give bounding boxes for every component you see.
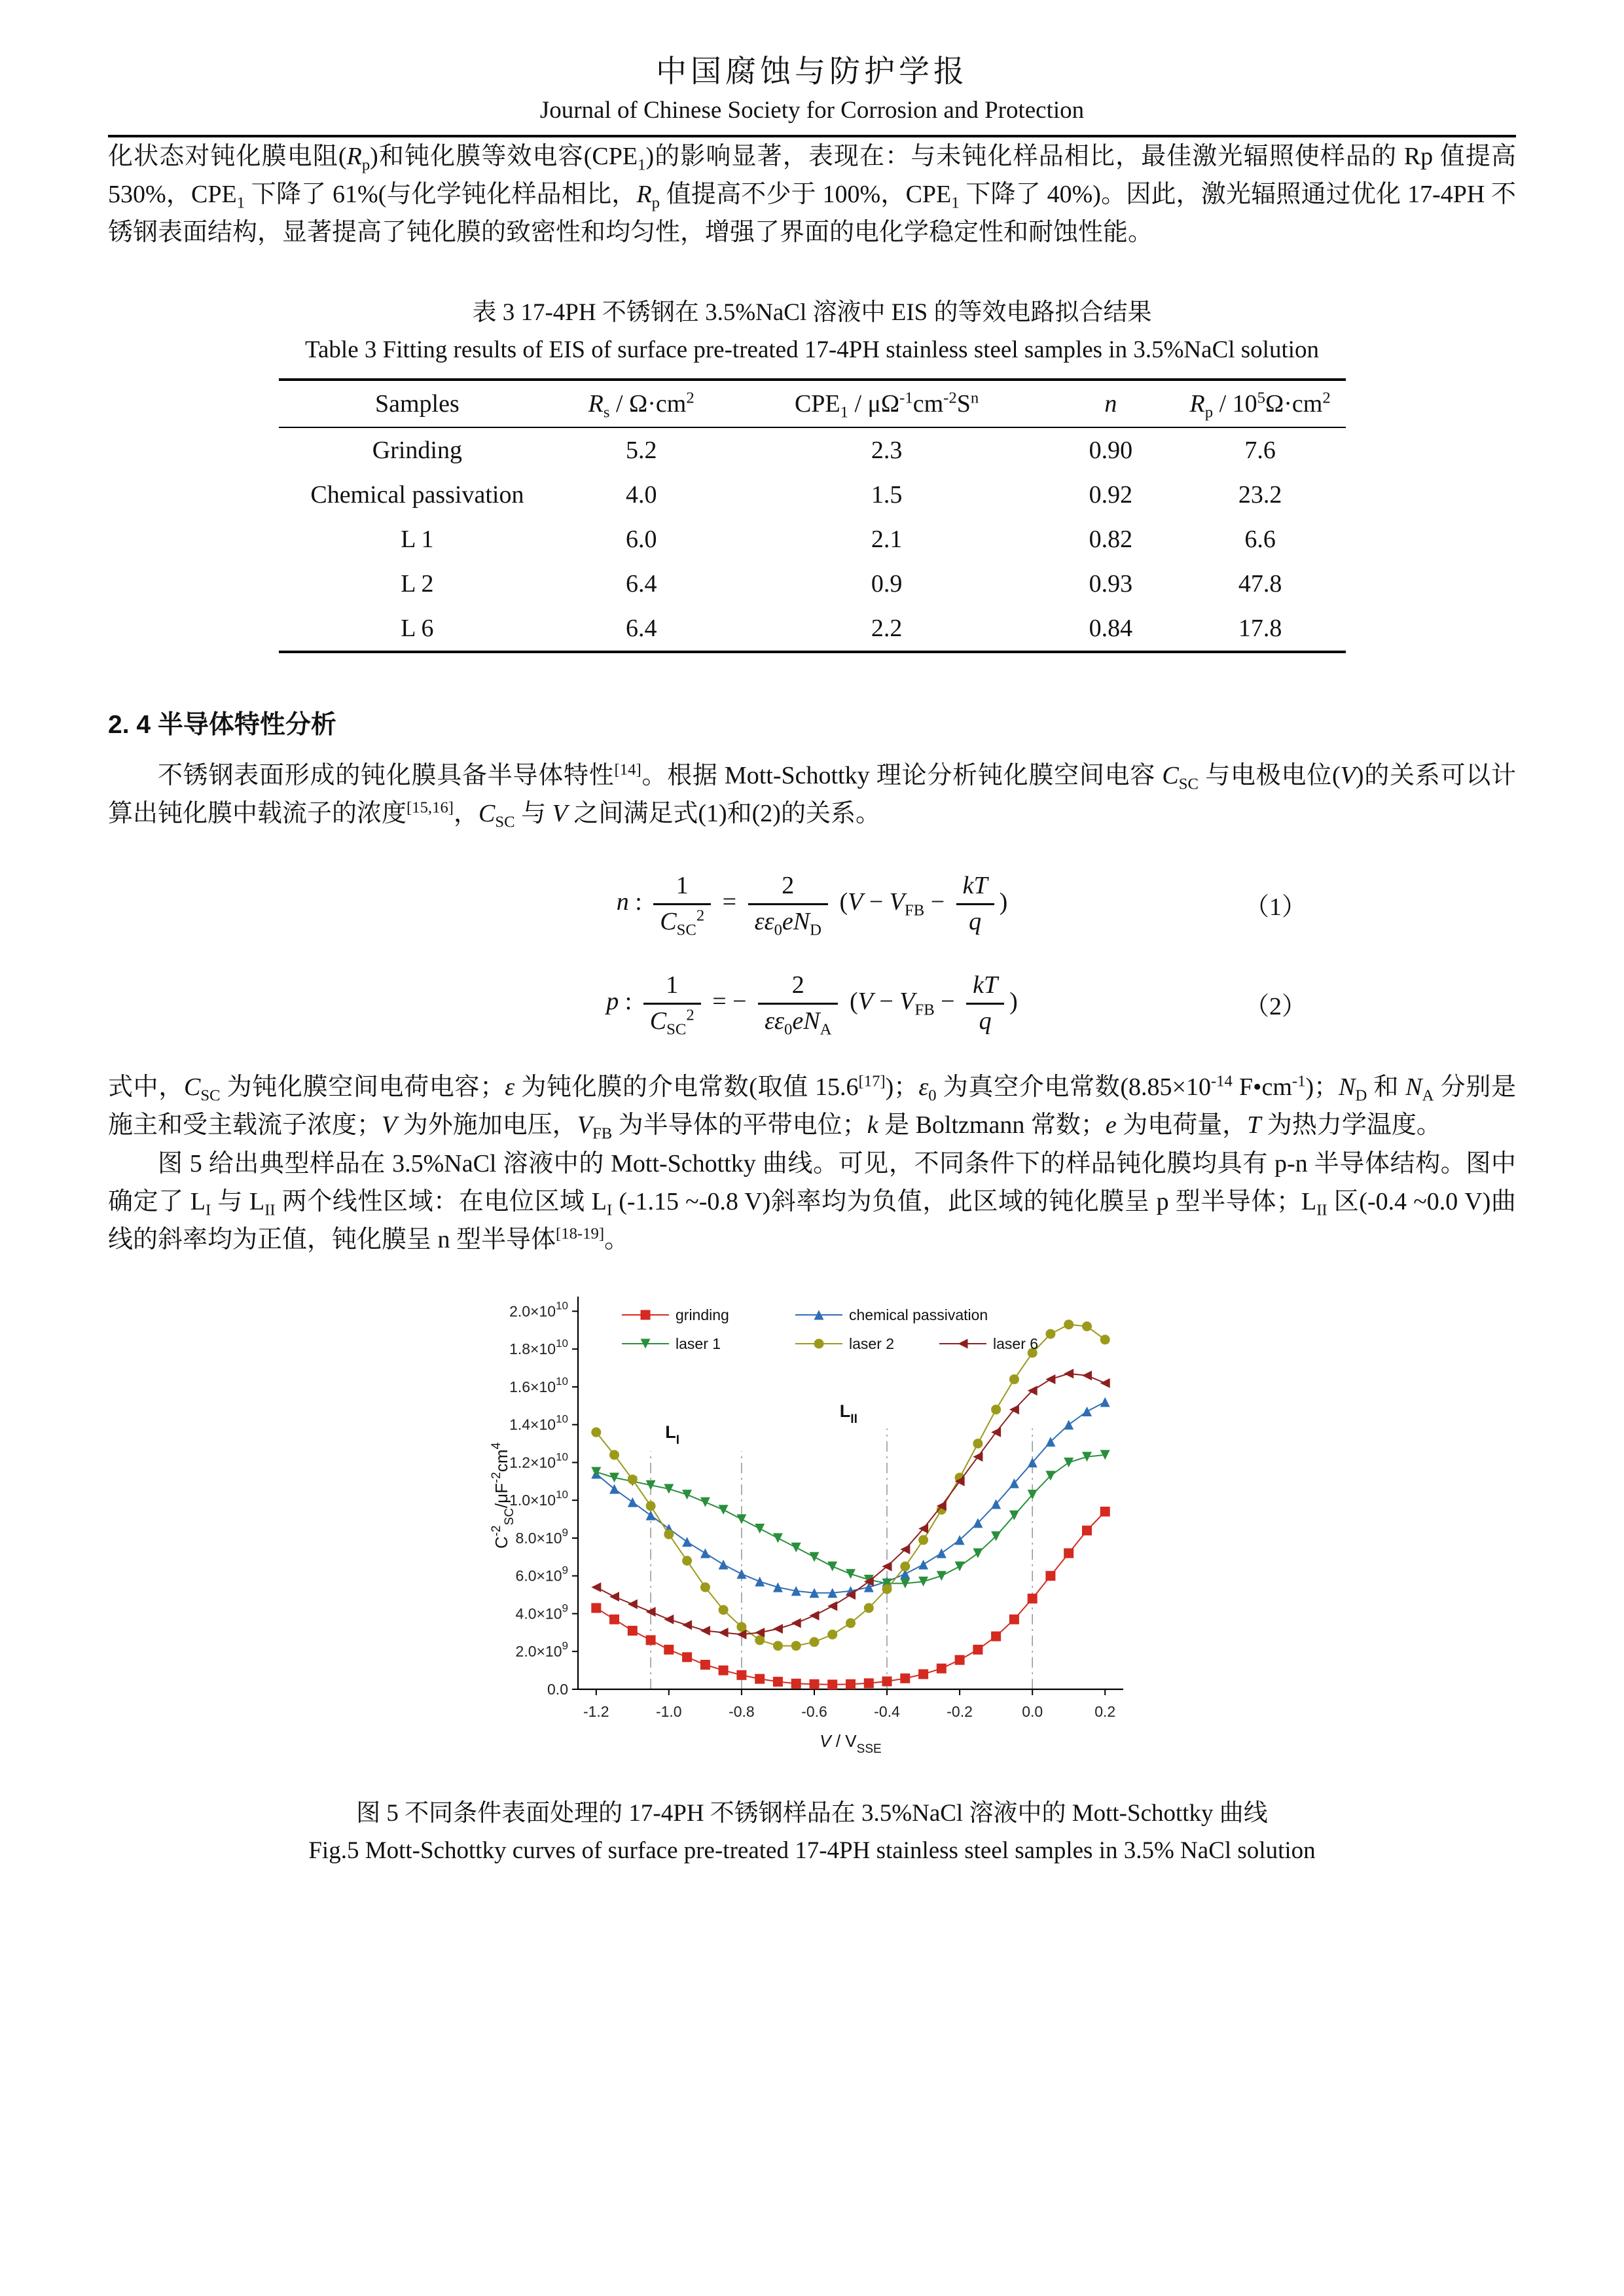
- table-cell: 2.2: [871, 615, 903, 643]
- svg-text:laser 1: laser 1: [675, 1335, 721, 1352]
- x-tick-label: 0.2: [1094, 1702, 1115, 1720]
- table-header-cell: $R_p / 10^5\Omega\cdot cm^2$: [1175, 380, 1346, 427]
- table-header-cell: n: [1047, 380, 1175, 427]
- legend-item: [795, 1335, 894, 1352]
- table-cell: 2.3: [871, 437, 903, 465]
- journal-title-en: Journal of Chinese Society for Corrosion and Protection: [539, 97, 1085, 124]
- table-cell: L 6: [401, 615, 434, 643]
- eis-fitting-table: [279, 378, 1346, 653]
- table-cell: 4.0: [625, 481, 657, 509]
- mott-schottky-chart: [478, 1285, 1146, 1772]
- x-tick-label: -1.2: [583, 1702, 609, 1720]
- table-cell: Chemical passivation: [310, 481, 524, 509]
- table-cell: 23.2: [1238, 481, 1282, 509]
- table-cell: Grinding: [372, 437, 462, 465]
- x-tick-label: -0.8: [728, 1702, 755, 1720]
- table-cell: 6.6: [1244, 526, 1276, 554]
- y-tick-label: $4.0\times 10^9$: [515, 1602, 568, 1623]
- equation-1: [108, 859, 1516, 949]
- table-cell: 1.5: [871, 481, 903, 509]
- y-tick-label: $1.2\times 10^{10}$: [509, 1450, 568, 1471]
- page-header: [108, 47, 1516, 137]
- table-cell: L 1: [401, 526, 434, 554]
- svg-text:chemical passivation: chemical passivation: [848, 1306, 988, 1323]
- equation-2-number: （2）: [1244, 992, 1307, 1020]
- figure-5-chart-wrapper: [108, 1285, 1516, 1776]
- paragraph-figure5: 图 5 给出典型样品在 3.5%NaCl 溶液中的 Mott-Schottky 曲线。可见，不同条件下的样品钝化膜均具有 p-n 半导体结构。图中确定了 $L_I$ 与 $L_{II}$ 两个线性区域：在电位区域 $L_I$ (-1.15 ~-0.8 V)斜率均为负值，此区域的钝化膜呈 p 型半导体；$L_{II}$ 区(-0.4 ~0.0 V)曲线的斜率均为正值，钝化膜呈 n 型半导体[18-19]。: [108, 1149, 1516, 1253]
- paragraph-intro: 化状态对钝化膜电阻$(R_p)$和钝化膜等效电容$(CPE_1)$的影响显著，表现在：与未钝化样品相比，最佳激光辐照使样品的 Rp 值提高 530%，$CPE_1$ 下降了 61%(与化学钝化样品相比，$R_p$ 值提高不少于 100%，$CPE_1$ 下降了 40%)。因此，激光辐照通过优化 17-4PH 不锈钢表面结构，显著提高了钝化膜的致密性和均匀性，增强了界面的电化学稳定性和耐蚀性能。: [108, 143, 1516, 247]
- table-cell: 7.6: [1244, 437, 1276, 465]
- svg-text:laser 6: laser 6: [992, 1335, 1038, 1352]
- region-label: $L_I$: [664, 1422, 679, 1447]
- figure-caption-zh: 图 5 不同条件表面处理的 17-4PH 不锈钢样品在 3.5%NaCl 溶液中的 Mott-Schottky 曲线: [356, 1799, 1268, 1827]
- table-header-cell: $CPE_1 / \mu\Omega^{-1}cm^{-2}S^n$: [727, 380, 1047, 427]
- table-row: [279, 562, 1346, 606]
- x-tick-label: -1.0: [655, 1702, 682, 1720]
- table-cell: 0.9: [871, 570, 903, 598]
- table-cell: 17.8: [1238, 615, 1282, 643]
- svg-text:laser 2: laser 2: [848, 1335, 894, 1352]
- table-cell: 6.4: [625, 615, 657, 643]
- y-tick-label: $1.6\times 10^{10}$: [509, 1374, 568, 1395]
- equation-2-formula: p : $\frac{1}{C_{SC}^2}$ = − $\frac{2}{\varepsilon\varepsilon_0eN_A}$ ($V - V_{FB}$ − $\frac{kT}{q}$ ): [606, 971, 1018, 1039]
- legend-item: [622, 1335, 721, 1352]
- equations-block: [108, 859, 1516, 1049]
- y-tick-label: $6.0\times 10^9$: [515, 1564, 568, 1585]
- paragraph-symbols: 式中，$C_{SC}$ 为钝化膜空间电荷电容；ε 为钝化膜的介电常数(取值 15.6[17])；$\varepsilon_0$ 为真空介电常数($8.85\times 10^{-14}$ $F•cm^{-1}$)；$N_D$ 和 $N_A$ 分别是施主和受主载流子浓度；V 为外施加电压，$V_{FB}$ 为半导体的平带电位；k 是 Boltzmann 常数；e 为电荷量，T 为热力学温度。: [108, 1072, 1516, 1143]
- table-cell: 0.93: [1089, 570, 1133, 598]
- table-cell: 5.2: [625, 437, 657, 465]
- section-heading: 2. 4 半导体特性分析: [108, 711, 336, 740]
- table-row: [279, 517, 1346, 562]
- table-row: [279, 427, 1346, 473]
- table-cell: 2.1: [871, 526, 903, 554]
- table-header-cell: $R_s / \Omega\cdot cm^2$: [556, 380, 727, 427]
- legend-item: [939, 1335, 1038, 1352]
- y-axis-label: $C^{-2}_{SC}/\mu F^{-2}cm^4$: [489, 1442, 516, 1549]
- equation-1-number: （1）: [1244, 893, 1307, 921]
- y-tick-label: $1.4\times 10^{10}$: [509, 1412, 568, 1433]
- legend-item: [795, 1306, 988, 1323]
- table-caption-en: Table 3 Fitting results of EIS of surface pre-treated 17-4PH stainless steel samples in 3.5%NaCl solution: [304, 336, 1320, 364]
- y-tick-label: $1.8\times 10^{10}$: [509, 1337, 568, 1358]
- figure-caption-en: Fig.5 Mott-Schottky curves of surface pre-treated 17-4PH stainless steel samples in 3.5% NaCl solution: [308, 1837, 1316, 1864]
- y-tick-label: $8.0\times 10^9$: [515, 1526, 568, 1547]
- table-header-row: [279, 380, 1346, 427]
- table-cell: 0.84: [1089, 615, 1133, 643]
- table-cell: L 2: [401, 570, 434, 598]
- table-cell: 0.92: [1089, 481, 1133, 509]
- table-cell: 0.82: [1089, 526, 1133, 554]
- table-cell: 0.90: [1089, 437, 1133, 465]
- y-tick-label: $2.0\times 10^{10}$: [509, 1299, 568, 1320]
- table-caption-zh: 表 3 17-4PH 不锈钢在 3.5%NaCl 溶液中 EIS 的等效电路拟合结果: [472, 299, 1152, 327]
- x-tick-label: -0.2: [946, 1702, 973, 1720]
- region-label: $L_{II}$: [839, 1401, 857, 1427]
- equation-1-formula: n : $\frac{1}{C_{SC}^2}$ = $\frac{2}{\varepsilon\varepsilon_0eN_D}$ ($V - V_{FB}$ − $\frac{kT}{q}$ ): [616, 872, 1008, 939]
- table-header-cell: Samples: [279, 380, 556, 427]
- x-tick-label: -0.4: [873, 1702, 900, 1720]
- x-tick-label: -0.6: [801, 1702, 827, 1720]
- svg-text:grinding: grinding: [675, 1306, 729, 1323]
- table-body: [279, 427, 1346, 652]
- x-axis-label: V / $V_{SSE}$: [819, 1731, 882, 1756]
- table-cell: 6.4: [625, 570, 657, 598]
- table-row: [279, 473, 1346, 517]
- y-tick-label: $1.0\times 10^{10}$: [509, 1488, 568, 1509]
- x-tick-label: 0.0: [1021, 1702, 1043, 1720]
- equation-2: [108, 958, 1516, 1049]
- y-tick-label: $2.0\times 10^9$: [515, 1640, 568, 1660]
- legend-item: [622, 1306, 729, 1323]
- table-cell: 6.0: [625, 526, 657, 554]
- y-tick-label: 0.0: [547, 1680, 568, 1698]
- paragraph-semiconductor: 不锈钢表面形成的钝化膜具备半导体特性[14]。根据 Mott-Schottky 理论分析钝化膜空间电容 $C_{SC}$ 与电极电位(V)的关系可以计算出钝化膜中载流子的浓度[15,16]，$C_{SC}$ 与 V 之间满足式(1)和(2)的关系。: [108, 761, 1516, 831]
- table-cell: 47.8: [1238, 570, 1282, 598]
- journal-title-zh: 中国腐蚀与防护学报: [656, 55, 968, 89]
- table-row: [279, 606, 1346, 652]
